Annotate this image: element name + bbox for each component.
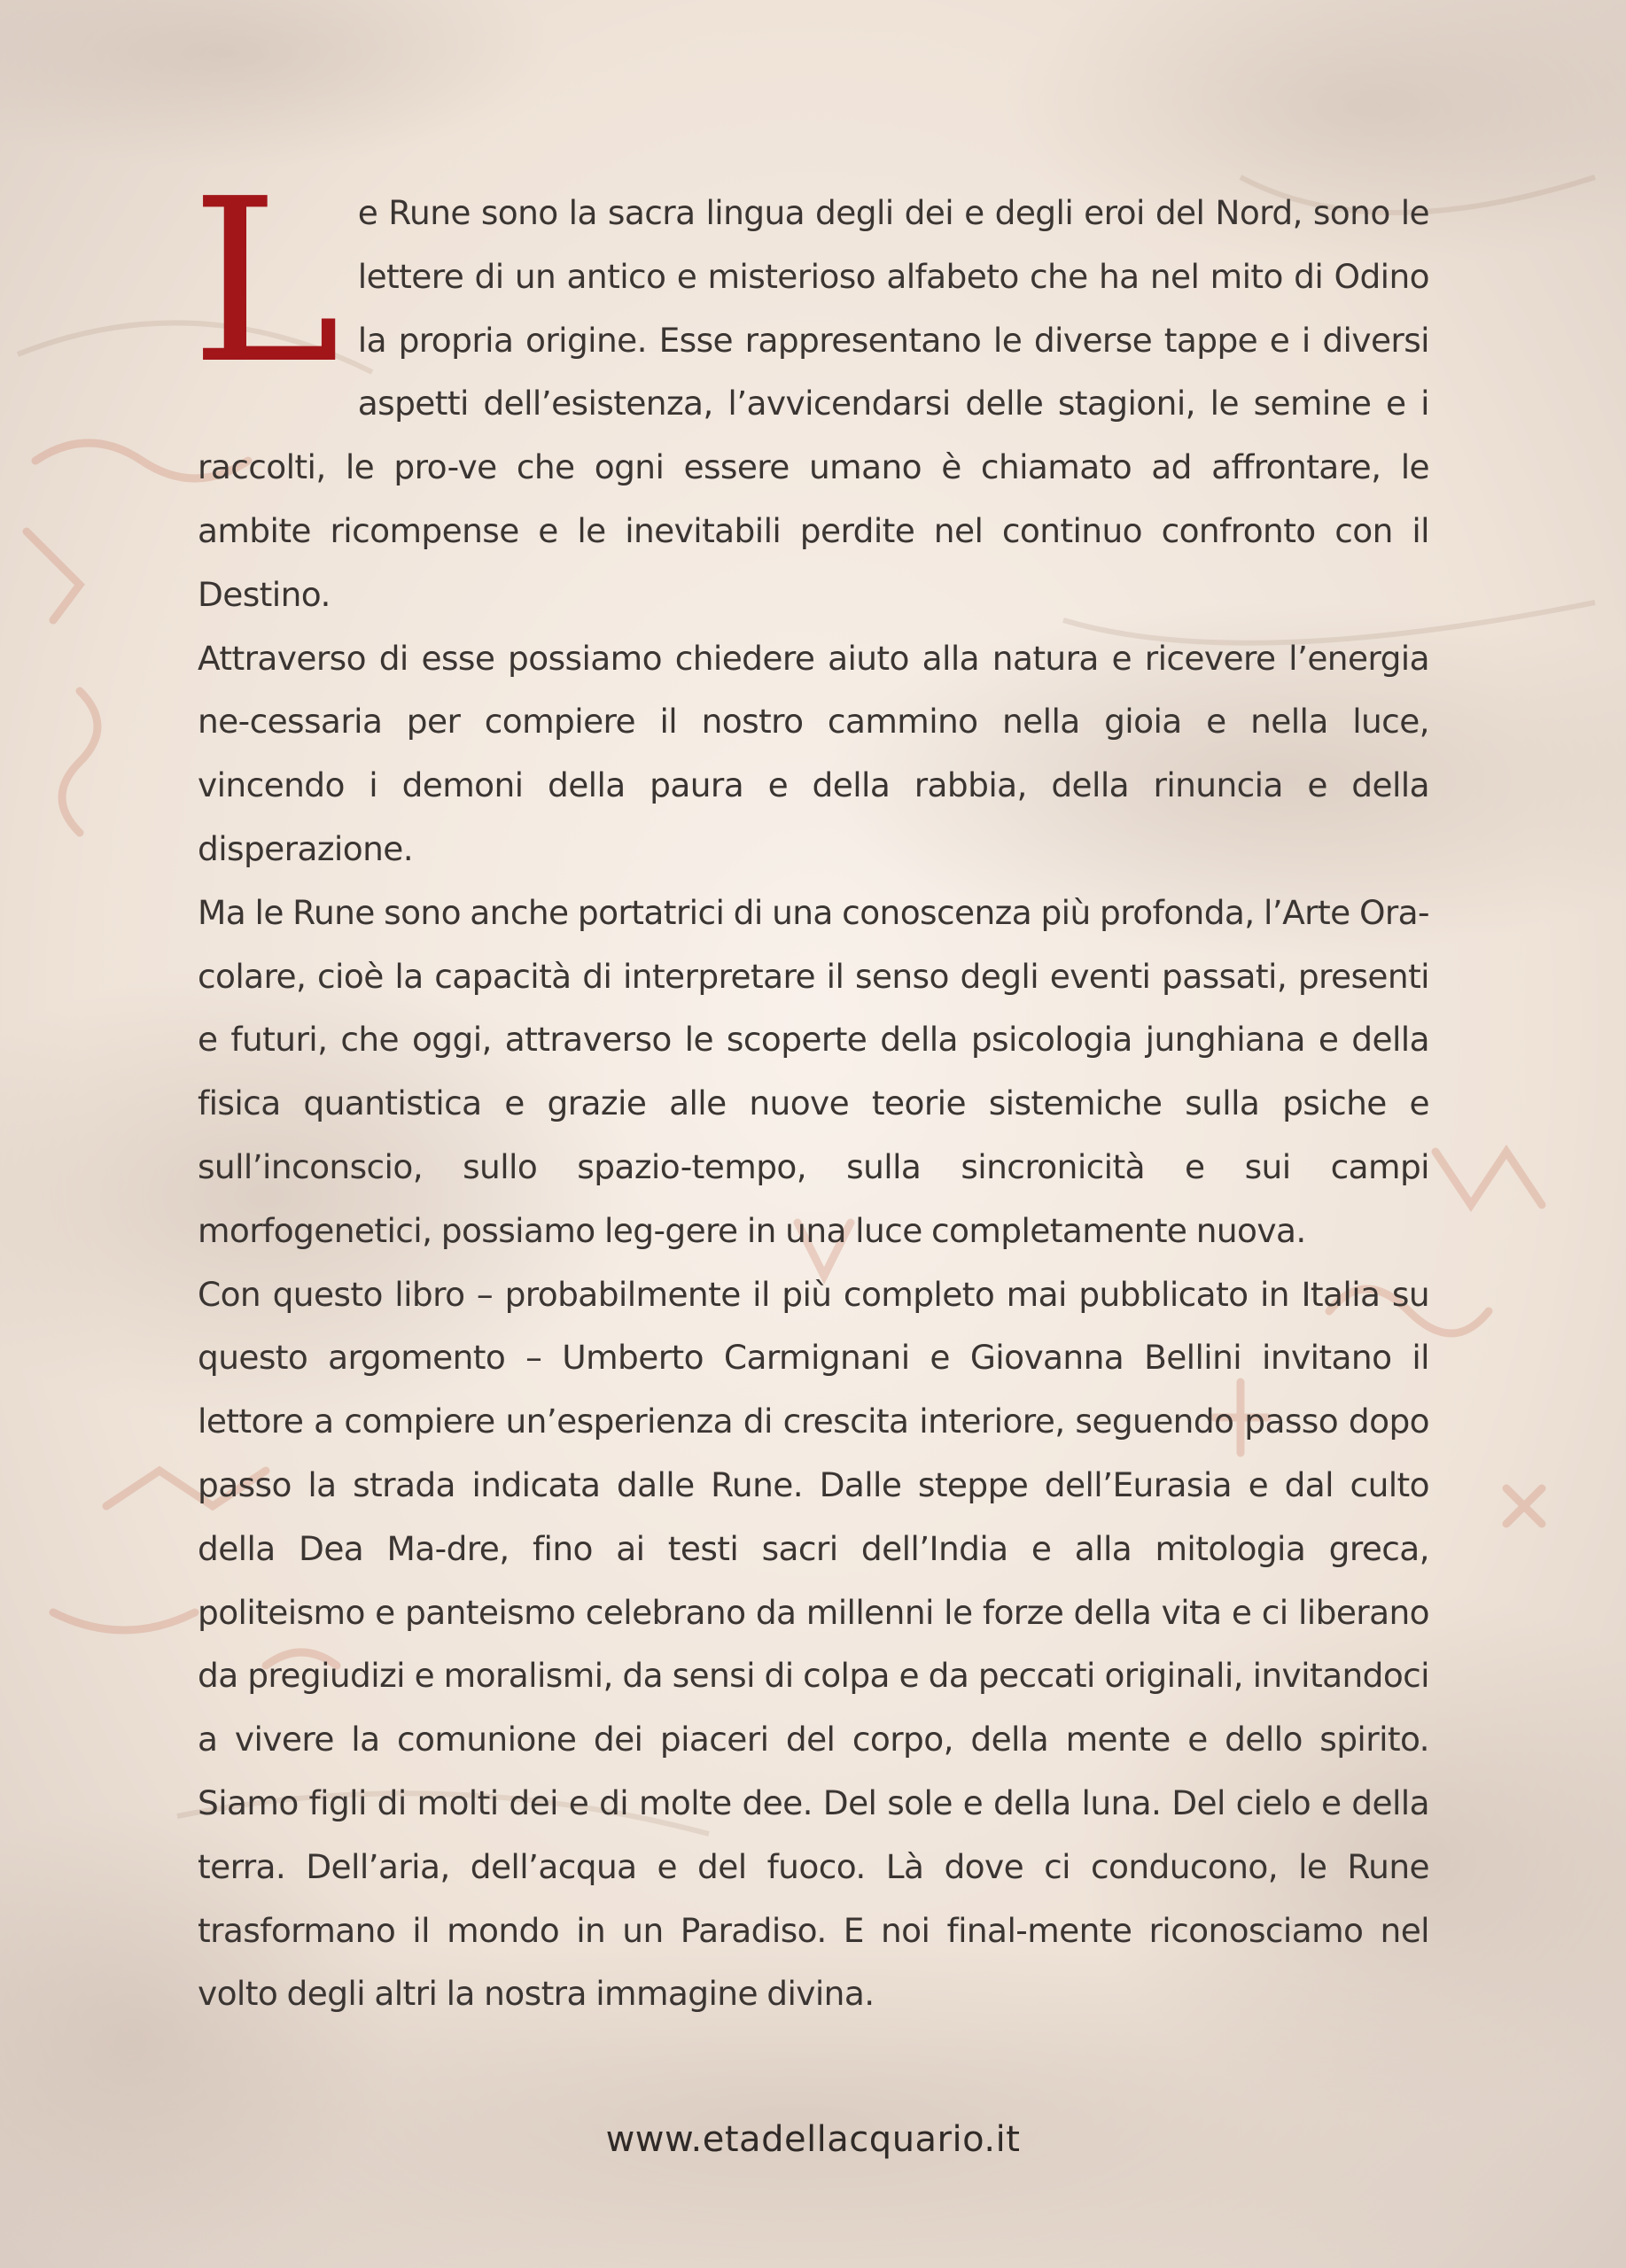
- paragraph-3: Ma le Rune sono anche portatrici di una conoscenza più profonda, l’Arte Ora-colare, cioè la capacità di interpretare il senso degli eventi passati, presenti e futuri, che oggi, attraverso le scoperte della psicologia junghiana e della fisica quantistica e grazie alle nuove teorie sistemiche sulla psiche e sull’inconscio, sullo spazio-tempo, sulla sincronicità e sui campi morfogenetici, possiamo leg-gere in una luce completamente nuova.: [198, 892, 1429, 1250]
- paragraph-2: Attraverso di esse possiamo chiedere aiuto alla natura e ricevere l’energia ne-cessaria per compiere il nostro cammino nella gioia e nella luce, vincendo i demoni della paura e della rabbia, della rinuncia e della disperazione.: [198, 638, 1429, 868]
- drop-cap-letter: L: [191, 151, 340, 414]
- blurb-text: [191, 151, 1429, 2026]
- paragraph-1: [191, 151, 1429, 627]
- paragraph-4: Con questo libro – probabilmente il più completo mai pubblicato in Italia su questo argomento – Umberto Carmignani e Giovanna Bellini invitano il lettore a compiere un’esperienza di crescita interiore, seguendo passo dopo passo la strada indicata dalle Rune. Dalle steppe dell’Eurasia e dal culto della Dea Ma-dre, fino ai testi sacri dell’India e alla mitologia greca, politeismo e panteismo celebrano da millenni le forze della vita e ci liberano da pregiudizi e moralismi, da sensi di colpa e da peccati originali, invitandoci a vivere la comunione dei piaceri del corpo, della mente e dello spirito. Siamo figli di molti dei e di molte dee. Del sole e della luna. Del cielo e della terra. Dell’aria, dell’acqua e del fuoco. Là dove ci conducono, le Rune trasformano il mondo in un Paradiso. E noi final-mente riconosciamo nel volto degli altri la nostra immagine divina.: [198, 1274, 1429, 2014]
- website-url[interactable]: www.etadellacquario.it: [605, 2119, 1021, 2160]
- paragraph-1-text: e Rune sono la sacra lingua degli dei e degli eroi del Nord, sono le lettere di un antico e misterioso alfabeto che ha nel mito di Odino la propria origine. Esse rappresentano le diverse tappe e i diversi aspetti dell’esistenza, l’avvicendarsi delle stagioni, le semine e i raccolti, le pro-ve che ogni essere umano è chiamato ad affrontare, le ambite ricompense e le inevitabili perdite nel continuo confronto con il Destino.: [198, 193, 1429, 614]
